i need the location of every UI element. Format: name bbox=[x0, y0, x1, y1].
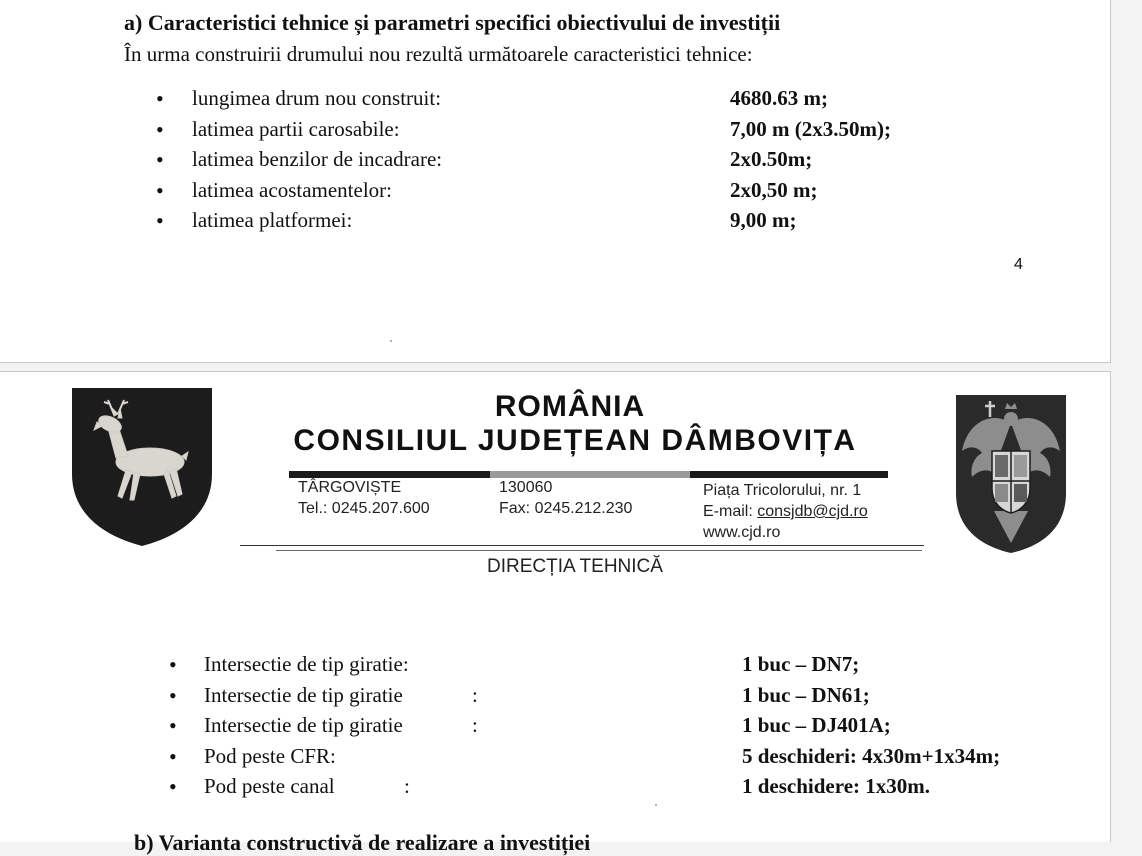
feature-value: 5 deschideri: 4x30m+1x34m; bbox=[742, 743, 1001, 768]
spec-value: 4680.63 m; bbox=[730, 86, 828, 110]
feature-colon: : bbox=[404, 774, 410, 798]
spec-label: latimea partii carosabile: bbox=[192, 116, 400, 141]
letterhead-address: Piața Tricolorului, nr. 1 bbox=[703, 482, 862, 499]
scan-speck bbox=[655, 804, 657, 806]
letterhead-rule bbox=[240, 545, 924, 546]
bullet-icon: • bbox=[169, 743, 177, 769]
bullet-icon: • bbox=[169, 652, 177, 677]
spec-label: latimea acostamentelor: bbox=[192, 177, 392, 202]
intro-paragraph: În urma construirii drumului nou rezultă următoarele caracteristici tehnice: bbox=[124, 42, 753, 66]
spec-value: 7,00 m (2x3.50m); bbox=[730, 116, 891, 141]
bullet-icon: • bbox=[156, 147, 164, 172]
feature-label: Pod peste canal bbox=[204, 774, 335, 798]
letterhead-contact-middle bbox=[499, 477, 632, 519]
feature-label: Intersectie de tip giratie: bbox=[204, 652, 409, 676]
spec-label: latimea benzilor de incadrare: bbox=[192, 147, 443, 171]
eagle-coat-of-arms-icon bbox=[954, 393, 1068, 555]
spec-value: 9,00 m; bbox=[730, 208, 797, 232]
bullet-icon: • bbox=[169, 774, 177, 799]
letterhead-email-line bbox=[703, 501, 868, 522]
letterhead-rule-secondary bbox=[276, 550, 922, 551]
feature-label: Intersectie de tip giratie bbox=[204, 682, 403, 707]
bullet-icon: • bbox=[156, 86, 164, 111]
bullet-icon: • bbox=[169, 682, 177, 708]
letterhead-fax: Fax: 0245.212.230 bbox=[499, 500, 633, 517]
letterhead-contact-right bbox=[703, 480, 868, 543]
feature-value: 1 buc – DJ401A; bbox=[742, 713, 891, 737]
letterhead-phone: Tel.: 0245.207.600 bbox=[298, 500, 430, 517]
scan-speck bbox=[390, 340, 392, 342]
spec-value: 2x0,50 m; bbox=[730, 177, 818, 202]
bullet-icon: • bbox=[156, 177, 164, 203]
feature-colon: : bbox=[472, 682, 478, 707]
feature-label: Intersectie de tip giratie bbox=[204, 713, 403, 737]
section-title: a) Caracteristici tehnice și parametri specifici obiectivului de investiții bbox=[124, 10, 781, 35]
letterhead-council: CONSILIUL JUDEȚEAN DÂMBOVIȚA bbox=[293, 424, 857, 457]
feature-value: 1 buc – DN61; bbox=[742, 682, 870, 707]
page-number: 4 bbox=[1014, 256, 1023, 273]
spec-label: latimea platformei: bbox=[192, 208, 353, 232]
letterhead-city: TÂRGOVIȘTE bbox=[298, 479, 402, 496]
letterhead-postal-code: 130060 bbox=[499, 479, 553, 496]
letterhead-email-link[interactable]: consjdb@cjd.ro bbox=[757, 503, 868, 520]
letterhead-contact-left bbox=[298, 477, 430, 519]
feature-value: 1 deschidere: 1x30m. bbox=[742, 774, 931, 798]
feature-colon: : bbox=[472, 713, 478, 737]
document-page-4 bbox=[0, 0, 1111, 363]
document-page-5 bbox=[0, 371, 1111, 855]
spec-label: lungimea drum nou construit: bbox=[192, 86, 442, 110]
feature-value: 1 buc – DN7; bbox=[742, 652, 860, 676]
bullet-icon: • bbox=[156, 116, 164, 142]
letterhead-email-label: E-mail: bbox=[703, 503, 758, 520]
next-section-heading: b) Varianta constructivă de realizare a investiției bbox=[134, 830, 591, 855]
spec-value: 2x0.50m; bbox=[730, 147, 813, 171]
bullet-icon: • bbox=[169, 713, 177, 738]
letterhead-website[interactable]: www.cjd.ro bbox=[703, 524, 781, 541]
letterhead-country: ROMÂNIA bbox=[494, 390, 646, 423]
letterhead-department: DIRECȚIA TEHNICĂ bbox=[487, 556, 663, 577]
feature-label: Pod peste CFR: bbox=[204, 743, 336, 768]
bullet-icon: • bbox=[156, 208, 164, 233]
